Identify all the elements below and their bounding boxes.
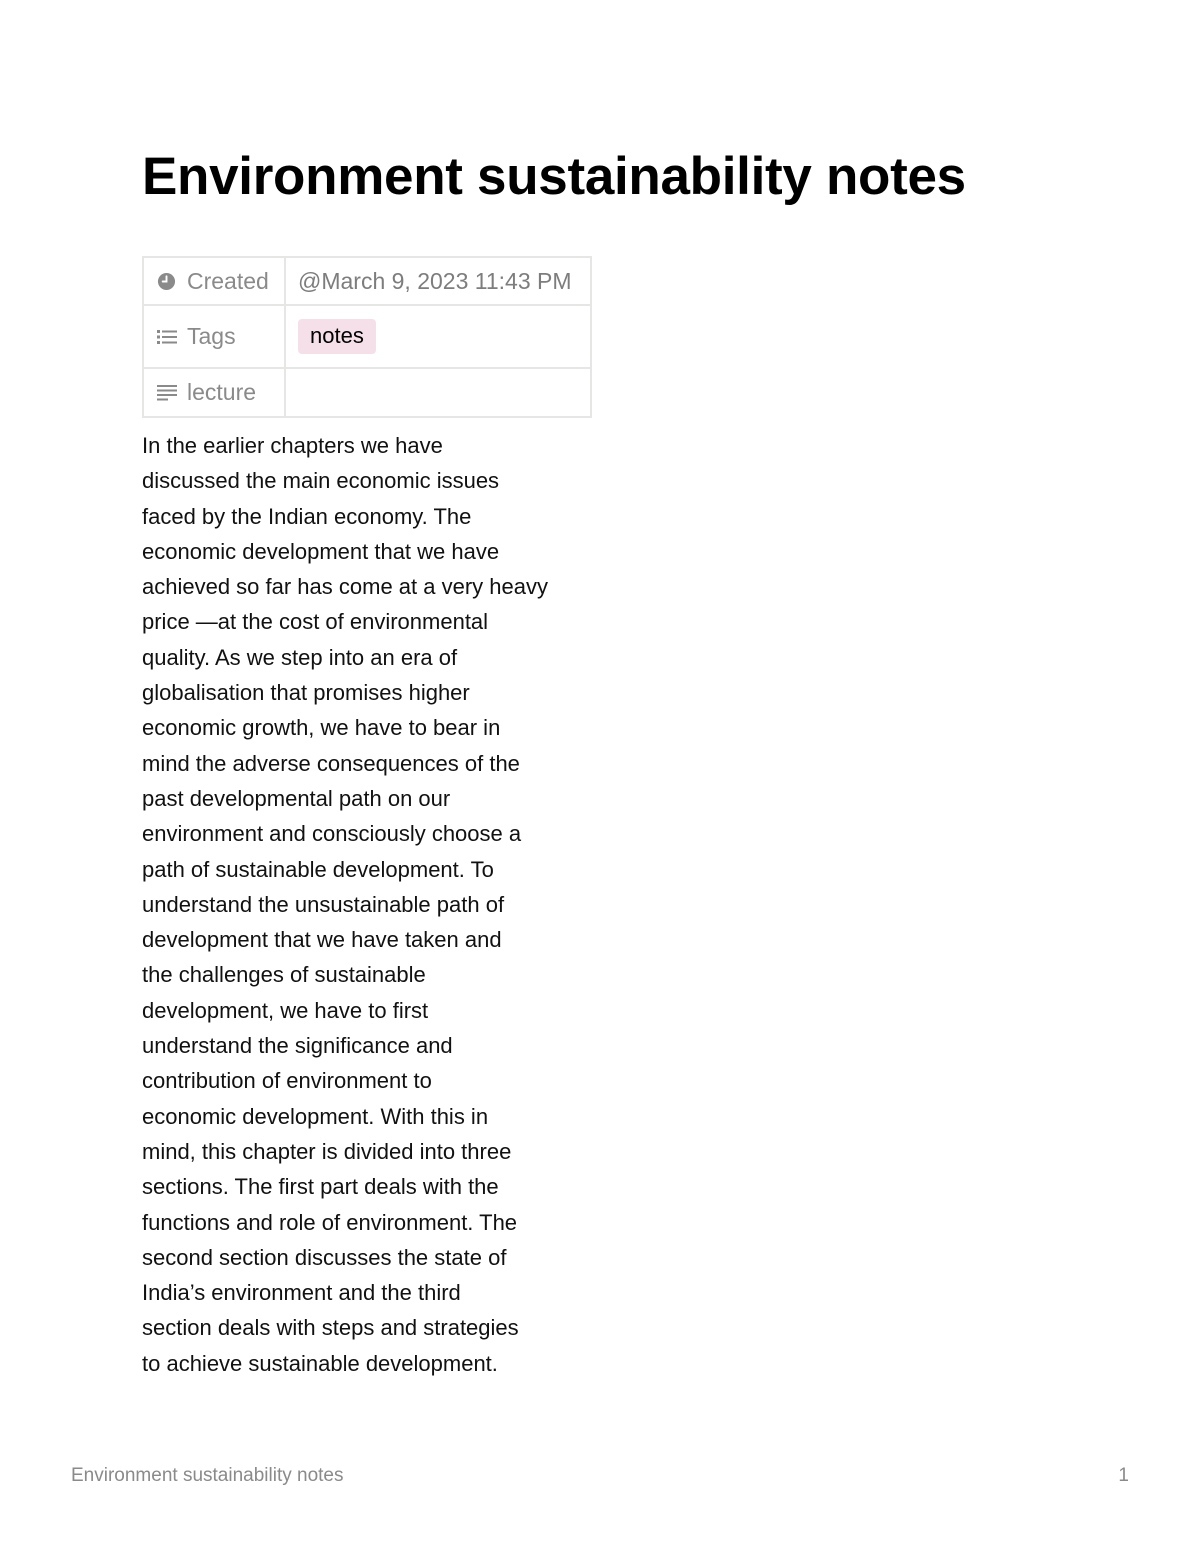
body-line: mind, this chapter is divided into three — [142, 1138, 512, 1164]
page-title: Environment sustainability notes — [142, 147, 966, 206]
body-paragraph — [142, 428, 592, 1381]
body-line: faced by the Indian economy. The — [142, 503, 472, 529]
body-line: second section discusses the state of — [142, 1244, 507, 1270]
property-row-lecture — [143, 368, 591, 417]
body-line: development that we have taken and — [142, 927, 502, 953]
body-line: economic development that we have — [142, 538, 500, 564]
body-line: to achieve sustainable development. — [142, 1350, 498, 1376]
clock-icon — [156, 271, 177, 292]
footer-page-number: 1 — [1118, 1465, 1129, 1486]
body-line: achieved so far has come at a very heavy — [142, 574, 548, 600]
text-lines-icon — [156, 382, 177, 403]
properties-table — [142, 256, 592, 418]
body-line: economic growth, we have to bear in — [142, 715, 501, 741]
body-line: In the earlier chapters we have — [142, 433, 443, 458]
body-line: sections. The first part deals with the — [142, 1174, 499, 1200]
list-icon — [156, 326, 177, 347]
body-line: mind the adverse consequences of the — [142, 750, 520, 776]
property-value-lecture[interactable] — [285, 368, 591, 417]
body-line: the challenges of sustainable — [142, 962, 426, 988]
property-label-created: Created — [187, 267, 269, 294]
body-line: understand the significance and — [142, 1033, 453, 1059]
property-value-created[interactable]: @March 9, 2023 11:43 PM — [285, 257, 591, 305]
body-line: section deals with steps and strategies — [142, 1315, 519, 1341]
footer-title: Environment sustainability notes — [71, 1465, 344, 1486]
body-line: economic development. With this in — [142, 1103, 489, 1129]
body-line: development, we have to first — [142, 997, 429, 1023]
body-line: environment and consciously choose a — [142, 821, 522, 847]
body-line: path of sustainable development. To — [142, 856, 494, 882]
body-line: past developmental path on our — [142, 785, 451, 811]
property-label-tags: Tags — [187, 323, 236, 349]
body-line: contribution of environment to — [142, 1068, 432, 1094]
body-line: quality. As we step into an era of — [142, 644, 458, 670]
body-line: discussed the main economic issues — [142, 468, 500, 494]
body-line: globalisation that promises higher — [142, 680, 470, 706]
property-label-lecture: lecture — [187, 379, 257, 405]
body-line: price —at the cost of environmental — [142, 609, 489, 635]
body-line: understand the unsustainable path of — [142, 891, 505, 917]
body-line: functions and role of environment. The — [142, 1209, 518, 1235]
property-row-tags — [143, 305, 591, 368]
property-row-created — [143, 257, 591, 305]
body-line: India’s environment and the third — [142, 1280, 461, 1306]
tag-pill[interactable]: notes — [298, 319, 376, 354]
